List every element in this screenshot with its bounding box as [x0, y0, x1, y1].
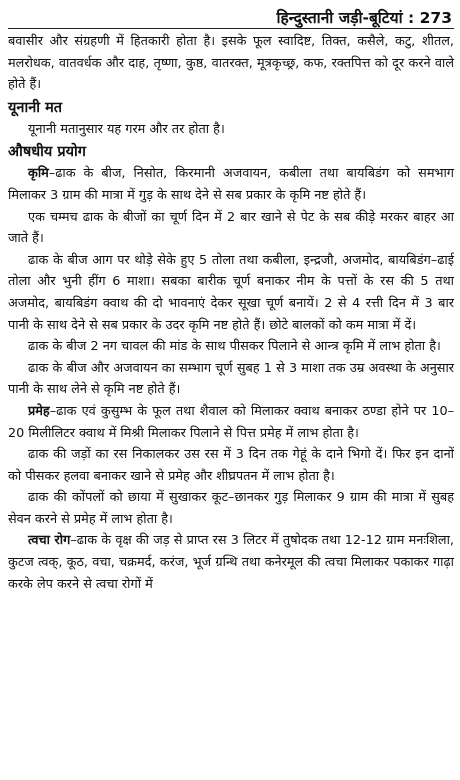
- intro-paragraph: बवासीर और संग्रहणी में हितकारी होता है। इसके फूल स्वादिष्ट, तिक्त, कसैले, कटु, शीतल, मलरोधक, वातवर्धक और दाह, तृष्णा, कुष्ठ, वातरक्त, मूत्रकृच्छ्र, कफ, रक्तपित्त को दूर करने वाले होते हैं।: [8, 34, 454, 93]
- prameh-text: –ढाक एवं कुसुम्भ के फूल तथा शैवाल को मिलाकर क्वाथ बनाकर ठण्डा होने पर 10–20 मिलीलिटर क्वाथ में मिश्री मिलाकर पिलाने से पित्त प्रमेह में लाभ होता है।: [8, 403, 454, 441]
- krimi-paragraph: [8, 163, 454, 206]
- paragraph-3: ढाक के बीज आग पर थोड़े सेके हुए 5 तोला तथा कबीला, इन्द्रजौ, अजमोद, बायबिडंग–ढाई तोला और भुनी हींग 6 माशा। सबका बारीक चूर्ण बनाकर नीम के पत्तों के रस की 5 तथा अजमोद, बायबिडंग क्वाथ की दो भावनाएं देकर सूखा चूर्ण बनायें। 2 से 4 रत्ती दिन में 3 बार पानी के साथ देने से सब प्रकार के उदर कृमि नष्ट होते हैं। छोटे बालकों को कम मात्रा में दें।: [8, 252, 454, 333]
- page-number: 273: [419, 9, 452, 27]
- krimi-label: कृमि: [28, 166, 49, 182]
- tvacha-label: त्वचा रोग: [28, 533, 71, 549]
- section-heading-unani: यूनानी मत: [8, 99, 62, 116]
- book-title: हिन्दुस्तानी जड़ी-बूटियां: [276, 9, 403, 27]
- unani-paragraph: यूनानी मतानुसार यह गरम और तर होता है।: [28, 121, 225, 137]
- prameh-paragraph: [8, 401, 454, 444]
- header-separator: :: [402, 9, 420, 27]
- tvacha-paragraph: [8, 530, 454, 595]
- paragraph-2: एक चम्मच ढाक के बीजों का चूर्ण दिन में 2 बार खाने से पेट के सब कीड़े मरकर बाहर आ जाते हैं।: [8, 209, 454, 247]
- paragraph-5: ढाक के बीज और अजवायन का सम्भाग चूर्ण सुबह 1 से 3 माशा तक उम्र अवस्था के अनुसार पानी के साथ लेने से कृमि नष्ट होते हैं।: [8, 360, 454, 398]
- krimi-text: –ढाक के बीज, निसोत, किरमानी अजवायन, कबीला तथा बायबिडंग को समभाग मिलाकर 3 ग्राम की मात्रा में गुड़ के साथ देने से सब प्रकार के कृमि नष्ट होते हैं।: [8, 166, 454, 203]
- paragraph-7: ढाक की जड़ों का रस निकालकर उस रस में 3 दिन तक गेहूं के दाने भिगो दें। फिर इन दानों को पीसकर हलवा बनाकर खाने से प्रमेह और शीघ्रपतन में लाभ होता है।: [8, 447, 454, 484]
- prameh-label: प्रमेह: [28, 403, 50, 419]
- paragraph-4: ढाक के बीज 2 नग चावल की मांड के साथ पीसकर पिलाने से आन्त्र कृमि में लाभ होता है।: [28, 339, 441, 355]
- running-header: [8, 8, 454, 29]
- section-heading-uses: औषधीय प्रयोग: [8, 144, 86, 161]
- tvacha-text: –ढाक के वृक्ष की जड़ से प्राप्त रस 3 लिटर में तुषोदक तथा 12-12 ग्राम मनःशिला, कुटज त्वक्, कूठ, वचा, चक्रमर्द, करंज, भूर्ज ग्रन्थि तथा कनेरमूल की त्वचा मिलाकर पकाकर गाढ़ा करके लेप करने से त्वचा रोगों में: [8, 533, 454, 592]
- paragraph-8: ढाक की कोंपलों को छाया में सुखाकर कूट–छानकर गुड़ मिलाकर 9 ग्राम की मात्रा में सुबह सेवन करने से प्रमेह में लाभ होता है।: [8, 490, 454, 527]
